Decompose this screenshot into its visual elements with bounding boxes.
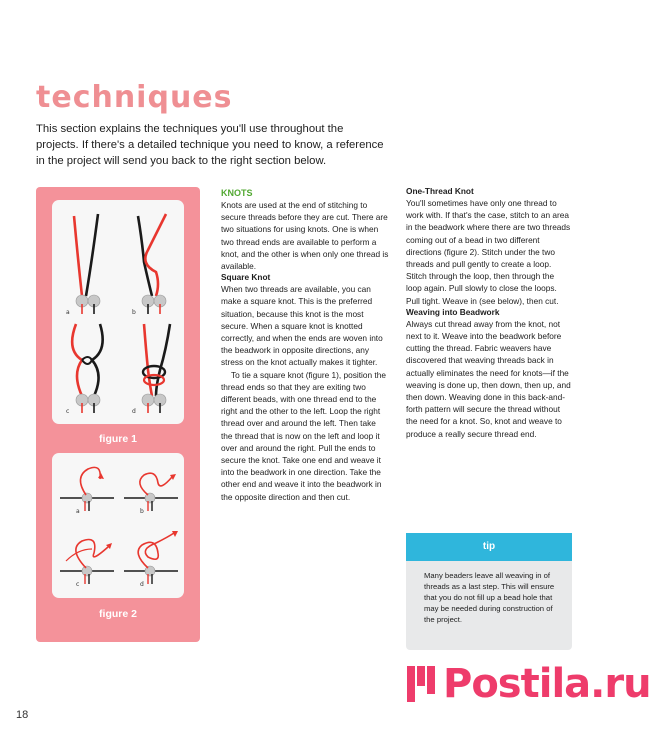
postila-watermark (405, 662, 651, 706)
figure-2-label-c: c (76, 581, 80, 588)
figure-1-caption: figure 1 (99, 433, 137, 445)
weaving-title: Weaving into Beadwork (406, 306, 500, 317)
one-thread-knot-title: One-Thread Knot (406, 186, 474, 196)
tip-title: tip (406, 533, 572, 561)
square-knot-paragraph-1: When two threads are available, you can make a square knot. This is the preferred situation, because this knot is the most secure. When a square knot is knotted correctly, and when the ends are woven into the beadwork in opposite directions, any stress on the knot actually makes it tighter. (221, 284, 383, 368)
figure-1-label-a: a (66, 309, 70, 316)
one-thread-knot-body: You'll sometimes have only one thread to work with. If that's the case, stitch to an area in the beadwork where there are two threads coming out of a bead in two different directions (figure 2). Stitch under the two threads and pull gently to create a loop. Stitch through the loop, then through the loop again. Pull slowly to close the loops. Pull tight. Weave in (see below), then cut. (406, 198, 571, 306)
figure-2-label-a: a (76, 508, 80, 515)
square-knot-paragraph-2: To tie a square knot (figure 1), position the thread ends so that they are exiting two different beads, with one thread end to the right and the other to the left. Loop the right thread over and around the left. Then take the thread that is now on the left and loop it over and around the right. Pull the ends to secure the knot. Take one end and weave it into the beadwork in one direction. Take the other end and weave it into the beadwork in the opposite direction and then cut. (221, 369, 386, 502)
postila-logo-icon (405, 664, 437, 704)
figure-1-label-b: b (132, 309, 136, 316)
weaving-body: Always cut thread away from the knot, not next to it. Weave into the beadwork before cutting the thread. Fabric weavers have discovered that weaving threads back in actually eliminates the need for knots—if the weaving is done up, then down, then up, and then down. Weaving done in this back-and-forth pattern will secure the thread without the need for a knot. So, knot and weave to produce a really secure thread end. (406, 318, 571, 439)
tip-body: Many beaders leave all weaving in of threads as a last step. This will ensure that you do not fill up a bead hole that may be needed during construction of the project. (424, 571, 555, 624)
one-thread-knot-diagram (52, 453, 184, 598)
figure-1-label-c: c (66, 408, 70, 415)
figure-2-label-b: b (140, 508, 144, 515)
watermark-text: Postila.ru (443, 661, 651, 707)
right-column (406, 186, 572, 440)
page-title: techniques (36, 80, 233, 115)
square-knot-title: Square Knot (221, 272, 271, 283)
figure-1-label-d: d (132, 408, 136, 415)
intro-paragraph: This section explains the techniques you'll use throughout the projects. If there's a detailed technique you need to know, a reference in the project will send you back to the right section below. (36, 123, 384, 167)
knots-title: KNOTS (221, 188, 253, 198)
figure-2-illustration (52, 453, 184, 598)
figure-2-label-d: d (140, 581, 144, 588)
figure-panel (36, 187, 200, 642)
square-knot-diagram (52, 200, 184, 424)
figure-2-caption: figure 2 (99, 608, 137, 620)
knots-column (221, 188, 389, 503)
knots-intro: Knots are used at the end of stitching to secure threads before they are cut. There are two situations for using knots. One is when two thread ends are available to perform a knot, and the other is when only one thread is available. (221, 200, 389, 272)
tip-box (406, 533, 572, 650)
figure-1-illustration (52, 200, 184, 424)
page-number: 18 (16, 709, 29, 721)
